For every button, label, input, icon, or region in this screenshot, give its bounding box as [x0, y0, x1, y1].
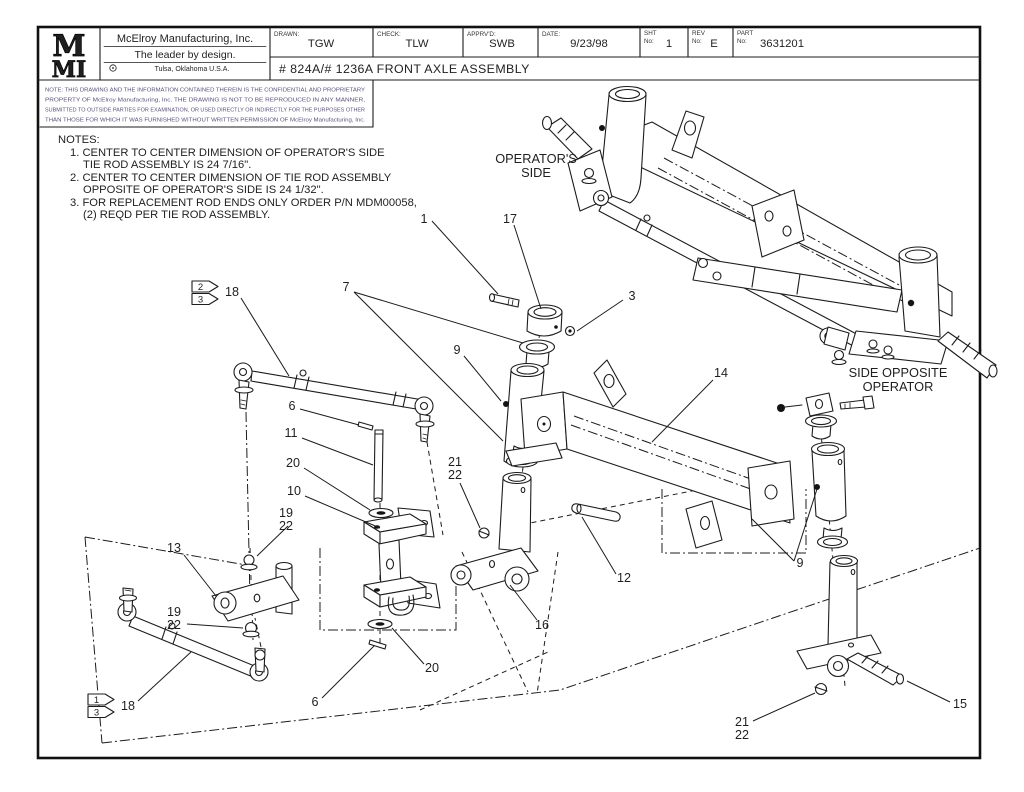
flag-label-3: 3: [197, 294, 204, 306]
field-label-apprvd: APPRV'D:: [467, 31, 496, 38]
logo-top: M: [52, 29, 86, 64]
company-logo: [52, 29, 87, 83]
pivot-bracket: [358, 422, 440, 649]
callout-19: 19: [166, 605, 182, 619]
callout-1: 1: [420, 212, 428, 226]
roll-pin: [358, 422, 373, 430]
kingpin-tube-right: [899, 255, 940, 337]
callout-22: 22: [447, 468, 463, 482]
roll-pin: [369, 640, 386, 649]
field-label-rev: REV: [692, 30, 705, 37]
field-label-rev-no: No:: [692, 38, 702, 45]
flag-label-3: 3: [93, 707, 100, 719]
flag-label-2: 2: [197, 282, 204, 293]
callout-18: 18: [120, 699, 136, 713]
flag-shape: [192, 294, 218, 305]
company-location: Tulsa, Oklahoma U.S.A.: [154, 66, 230, 73]
side-label-line: SIDE OPPOSITE: [848, 365, 948, 380]
company-tagline: The leader by design.: [134, 49, 236, 61]
beam-tab: [594, 360, 626, 407]
note-line: OPPOSITE OF OPERATOR'S SIDE IS 24 1/32".: [83, 184, 324, 196]
notes: [58, 134, 417, 221]
steering-arm: [212, 555, 299, 637]
disclaimer-line: THAN THOSE FOR WHICH IT WAS FURNISHED WITHOUT WRITTEN PERMISSION OF McElroy Manufacturing, Inc.: [45, 117, 366, 124]
callout-17: 17: [502, 212, 518, 226]
disclaimer-text: [45, 88, 365, 124]
field-value-drawn: TGW: [307, 38, 335, 50]
field-label-check: CHECK:: [377, 31, 401, 38]
field-label-date: DATE:: [542, 31, 561, 38]
flag-shape: [88, 707, 114, 718]
bolt-part: [840, 400, 866, 409]
callout-6: 6: [288, 399, 296, 413]
rod-end: [415, 397, 433, 415]
field-label-part-no: No:: [737, 38, 747, 45]
side-label-line: OPERATOR'S: [495, 151, 577, 166]
callout-13: 13: [166, 541, 182, 555]
field-label-sht: SHT: [644, 30, 657, 37]
disclaimer-line: SUBMITTED TO OUTSIDE PARTIES FOR EXAMINATION, OR USED DIRECTLY OR INDIRECTLY FOR THE PURPOSES OTHER: [45, 107, 365, 114]
assembled-view: [543, 87, 998, 379]
field-value-sht: 1: [665, 38, 673, 50]
field-value-check: TLW: [405, 38, 429, 50]
pivot-rod: [374, 430, 383, 499]
field-label-part: PART: [737, 30, 754, 37]
flag-shape: [192, 281, 218, 292]
rod-end: [234, 363, 252, 381]
flag-label-1: 1: [93, 695, 100, 706]
callout-21: 21: [734, 715, 750, 729]
lower-tube: [499, 479, 531, 552]
drawing-title: # 824A/# 1236A FRONT AXLE ASSEMBLY: [279, 62, 530, 76]
callout-22: 22: [734, 728, 750, 742]
callout-9: 9: [796, 556, 804, 570]
callout-19: 19: [278, 506, 294, 520]
field-value-date: 9/23/98: [570, 38, 608, 50]
logo-bottom: MI: [51, 57, 87, 83]
axle-beam: [506, 360, 794, 548]
callout-16: 16: [534, 618, 550, 632]
callout-21: 21: [447, 455, 463, 469]
note-line: 3. FOR REPLACEMENT ROD ENDS ONLY ORDER P/N MDM00058,: [70, 197, 417, 209]
right-kingpin-column: [777, 393, 904, 695]
note-line: 2. CENTER TO CENTER DIMENSION OF TIE ROD ASSEMBLY: [70, 172, 392, 184]
title-block: [38, 27, 980, 83]
bolt-part: [244, 555, 254, 565]
callout-15: 15: [952, 697, 968, 711]
callout-20: 20: [424, 661, 440, 675]
callout-7: 7: [342, 280, 350, 294]
company-name: McElroy Manufacturing, Inc.: [116, 33, 254, 45]
note-line: NOTES:: [58, 134, 100, 146]
disclaimer-line: NOTE: THIS DRAWING AND THE INFORMATION CONTAINED THEREIN IS THE CONFIDENTIAL AND PROPRIETARY: [45, 87, 366, 94]
callout-22: 22: [278, 519, 294, 533]
note-line: TIE ROD ASSEMBLY IS 24 7/16".: [83, 159, 252, 171]
field-value-part: 3631201: [760, 38, 804, 50]
callout-9: 9: [453, 343, 461, 357]
callout-10: 10: [286, 484, 302, 498]
tie-rod-top: [234, 363, 434, 442]
disclaimer-box: [40, 80, 373, 127]
side-label-line: SIDE: [521, 165, 551, 180]
callout-20: 20: [285, 456, 301, 470]
spacer-block: [806, 393, 833, 416]
field-value-apprvd: SWB: [489, 38, 515, 50]
flag-shape: [88, 694, 114, 705]
callout-12: 12: [616, 571, 632, 585]
side-label-line: OPERATOR: [862, 379, 934, 394]
note-line: 1. CENTER TO CENTER DIMENSION OF OPERATOR'S SIDE: [70, 147, 385, 159]
note-line: (2) REQD PER TIE ROD ASSEMBLY.: [83, 209, 271, 221]
callout-22: 22: [166, 618, 182, 632]
field-value-rev: E: [710, 38, 718, 50]
field-label-sht-no: No:: [644, 38, 654, 45]
disclaimer-line: PROPERTY OF McElroy Manufacturing, Inc. THE DRAWING IS NOT TO BE REPRODUCED IN ANY MANNER,: [45, 97, 366, 104]
callout-18: 18: [224, 285, 240, 299]
field-label-drawn: DRAWN:: [274, 31, 300, 38]
callout-3: 3: [628, 289, 636, 303]
beam-lug: [686, 501, 722, 548]
spindle-part: [847, 653, 903, 685]
callout-11: 11: [284, 426, 298, 440]
pin-part: [491, 294, 519, 307]
callout-14: 14: [713, 366, 729, 380]
callout-6: 6: [311, 695, 319, 709]
